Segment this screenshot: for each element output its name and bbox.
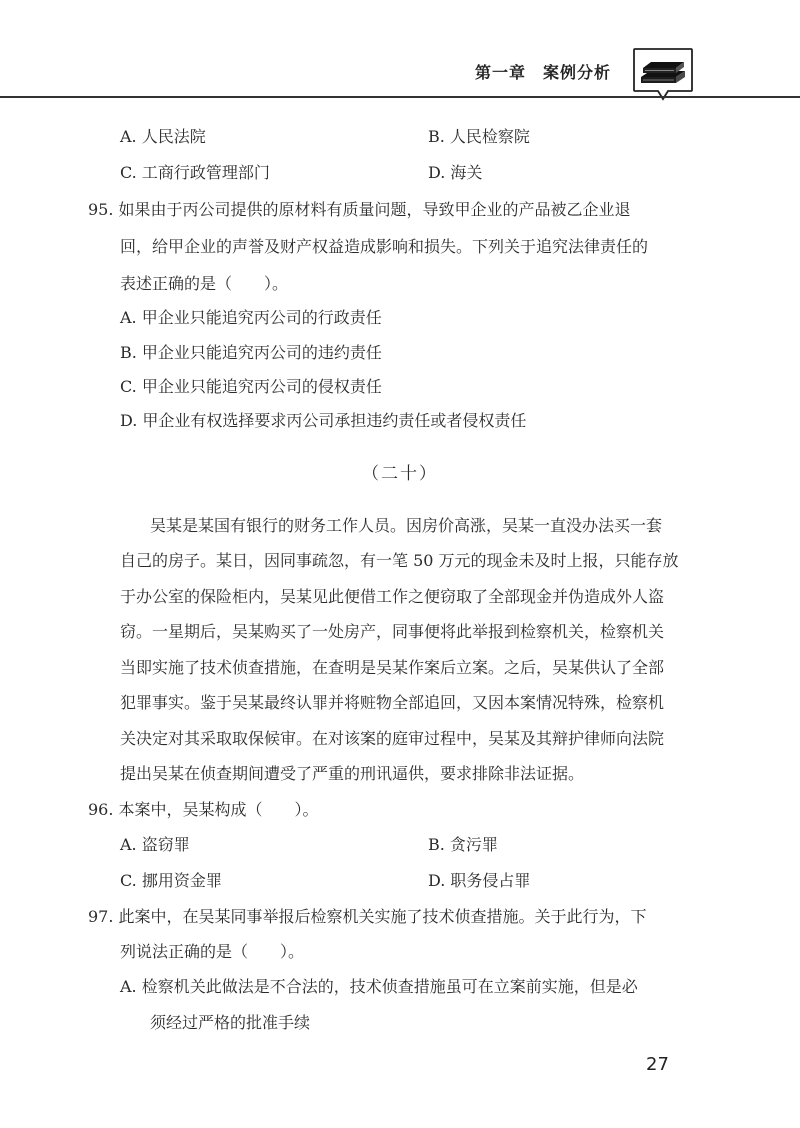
- books-icon: [632, 46, 694, 102]
- case-section-heading: （二十）: [362, 464, 438, 484]
- case-paragraph-line: 提出吴某在侦查期间遭受了严重的刑讯逼供，要求排除非法证据。: [120, 764, 585, 783]
- q95-stem-line-3: 表述正确的是（ ）。: [120, 274, 289, 293]
- q97-option-a-line-1: A. 检察机关此做法是不合法的，技术侦查措施虽可在立案前实施，但是必: [120, 977, 638, 996]
- q97-stem-line-2: 列说法正确的是（ ）。: [120, 942, 305, 961]
- q95-option-c: C. 甲企业只能追究丙公司的侵权责任: [120, 377, 382, 396]
- q97-option-a-line-2: 须经过严格的批准手续: [150, 1013, 311, 1032]
- q94-option-d: D. 海关: [428, 163, 483, 182]
- case-paragraph-line: 当即实施了技术侦查措施，在查明是吴某作案后立案。之后，吴某供认了全部: [120, 658, 665, 677]
- case-paragraph-line: 于办公室的保险柜内，吴某见此便借工作之便窃取了全部现金并伪造成外人盗: [120, 587, 665, 606]
- header-rule: [0, 96, 800, 98]
- case-paragraph-line: 自己的房子。某日，因同事疏忽，有一笔 50 万元的现金未及时上报，只能存放: [120, 551, 679, 570]
- q95-stem-line-2: 回，给甲企业的声誉及财产权益造成影响和损失。下列关于追究法律责任的: [120, 237, 649, 256]
- q94-option-a: A. 人民法院: [120, 127, 206, 146]
- q94-option-c: C. 工商行政管理部门: [120, 163, 270, 182]
- q94-option-b: B. 人民检察院: [428, 127, 530, 146]
- q95-stem-line-1: 95. 如果由于丙公司提供的原材料有质量问题，导致甲企业的产品被乙企业退: [88, 200, 631, 219]
- q96-stem: 96. 本案中，吴某构成（ ）。: [88, 800, 319, 819]
- q96-option-a: A. 盗窃罪: [120, 835, 190, 854]
- case-paragraph-line: 犯罪事实。鉴于吴某最终认罪并将赃物全部追回，又因本案情况特殊，检察机: [120, 693, 665, 712]
- q96-option-b: B. 贪污罪: [428, 835, 498, 854]
- page-number: 27: [646, 1054, 669, 1075]
- chapter-title: 第一章 案例分析: [475, 63, 612, 82]
- case-paragraph-line: 窃。一星期后，吴某购买了一处房产，同事便将此举报到检察机关，检察机关: [120, 622, 665, 641]
- q95-option-d: D. 甲企业有权选择要求丙公司承担违约责任或者侵权责任: [120, 411, 527, 430]
- q96-option-c: C. 挪用资金罪: [120, 871, 222, 890]
- q96-option-d: D. 职务侵占罪: [428, 871, 531, 890]
- q95-option-a: A. 甲企业只能追究丙公司的行政责任: [120, 308, 382, 327]
- q95-option-b: B. 甲企业只能追究丙公司的违约责任: [120, 343, 382, 362]
- q97-stem-line-1: 97. 此案中，在吴某同事举报后检察机关实施了技术侦查措施。关于此行为，下: [88, 907, 647, 926]
- case-paragraph-line: 吴某是某国有银行的财务工作人员。因房价高涨，吴某一直没办法买一套: [150, 516, 663, 535]
- case-paragraph-line: 关决定对其采取取保候审。在对该案的庭审过程中，吴某及其辩护律师向法院: [120, 729, 665, 748]
